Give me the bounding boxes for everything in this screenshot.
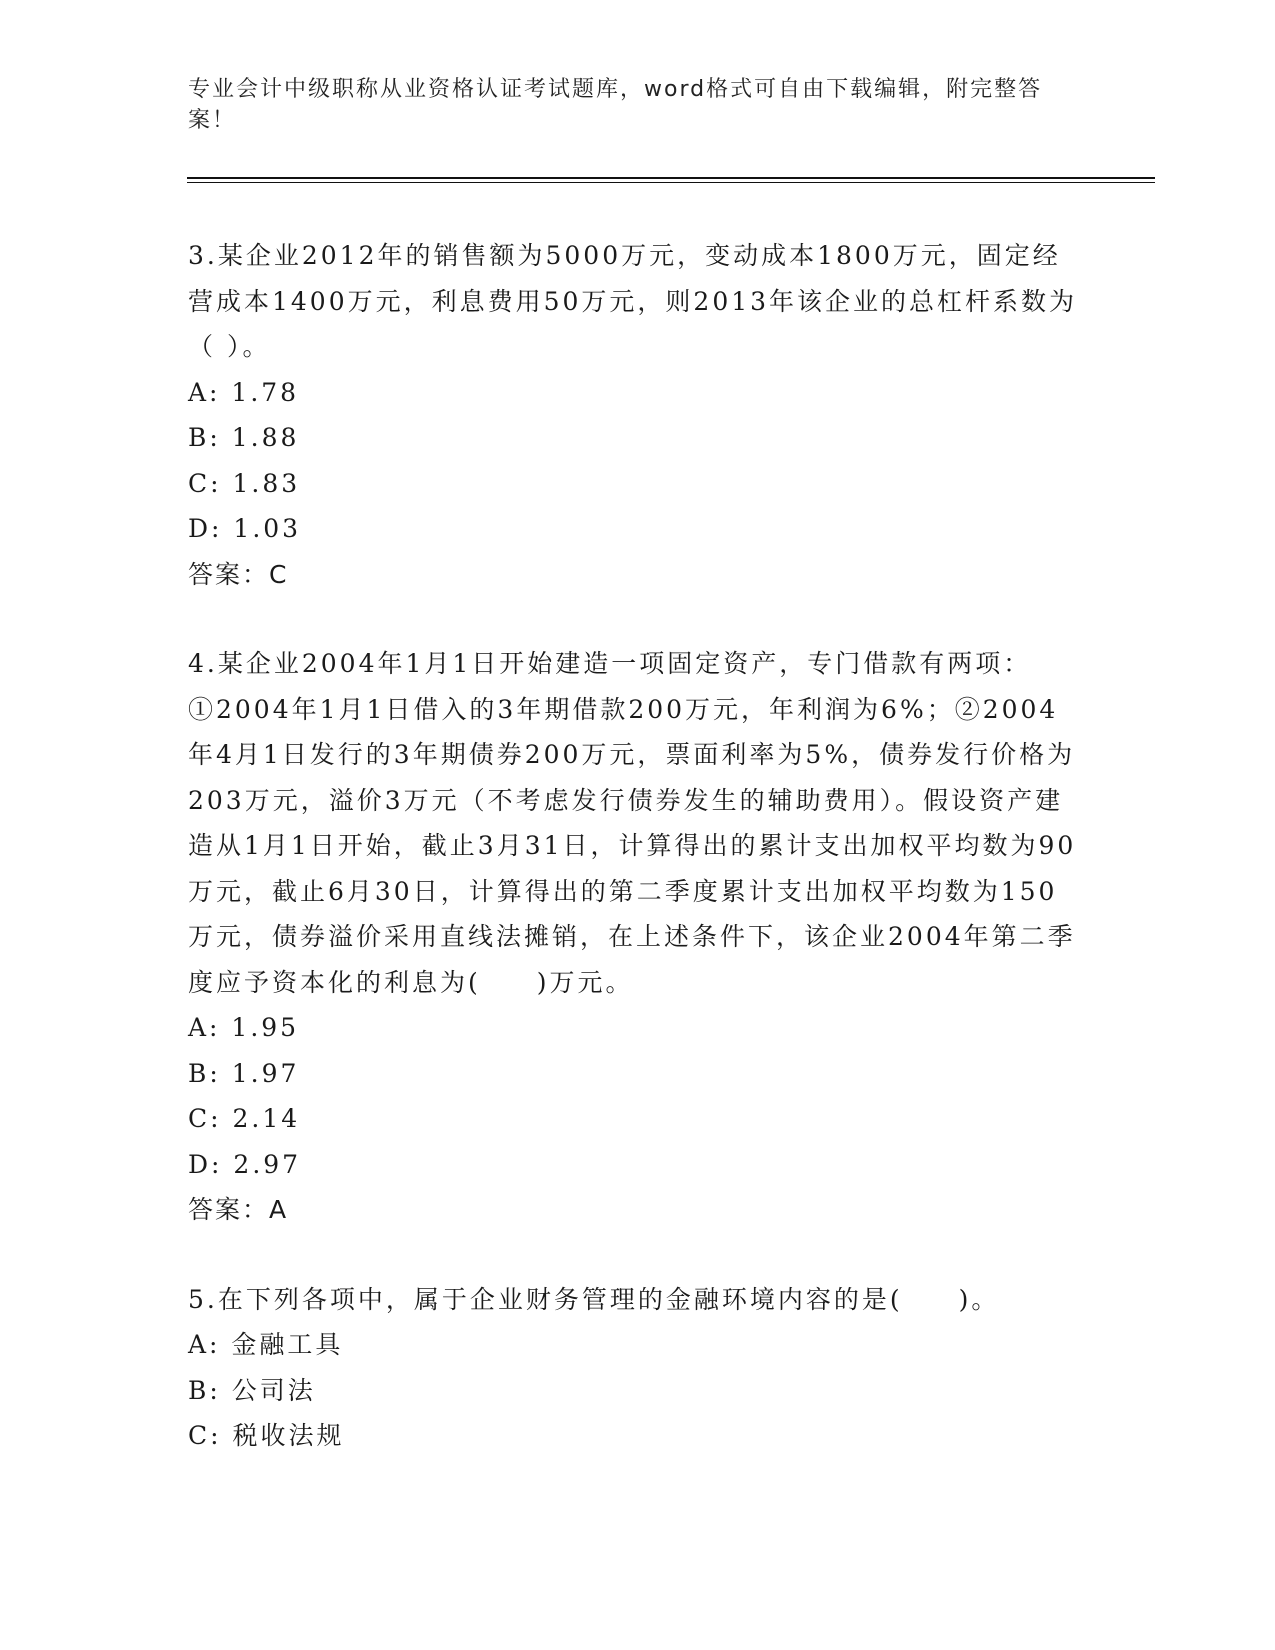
question-5: [188, 1277, 1078, 1459]
option-a: A: 金融工具: [188, 1330, 344, 1359]
option-a: A: 1.78: [188, 377, 300, 407]
option-b: B: 1.88: [188, 423, 300, 452]
question-text: 4.某企业2004年1月1日开始建造一项固定资产，专门借款有两项：①2004年1月1日借入的3年期借款200万元，年利润为6%；②2004年4月1日发行的3年期债券200万元，票面利率为5%，债券发行价格为203万元，溢价3万元（不考虑发行债券发生的辅助费用）。假设资产建造从1月1日开始，截止3月31日，计算得出的累计支出加权平均数为90万元，截止6月30日，计算得出的第二季度累计支出加权平均数为150万元，债券溢价采用直线法摊销，在上述条件下，该企业2004年第二季度应予资本化的利息为( )万元。: [188, 649, 1077, 997]
question-text: 5.在下列各项中，属于企业财务管理的金融环境内容的是( )。: [188, 1284, 1000, 1314]
option-b: B: 1.97: [188, 1058, 300, 1088]
question-text: 3.某企业2012年的销售额为5000万元，变动成本1800万元，固定经营成本1400万元，利息费用50万元，则2013年该企业的总杠杆系数为（ ）。: [188, 241, 1078, 361]
option-c: C: 2.14: [188, 1104, 301, 1133]
question-3: [188, 233, 1078, 597]
question-list: [188, 233, 1078, 1503]
option-b: B: 公司法: [188, 1375, 316, 1405]
option-c: C: 税收法规: [188, 1421, 345, 1450]
page-header: 专业会计中级职称从业资格认证考试题库，word格式可自由下载编辑，附完整答案！: [188, 77, 1043, 133]
answer-text: 答案：C: [188, 559, 289, 589]
header-divider-thin: [187, 182, 1155, 183]
answer-text: 答案：A: [188, 1195, 289, 1224]
option-a: A: 1.95: [188, 1013, 300, 1042]
option-d: D: 2.97: [188, 1149, 302, 1179]
option-c: C: 1.83: [188, 468, 301, 498]
question-4: [188, 641, 1078, 1233]
option-d: D: 1.03: [188, 514, 302, 543]
header-divider: [187, 177, 1155, 179]
